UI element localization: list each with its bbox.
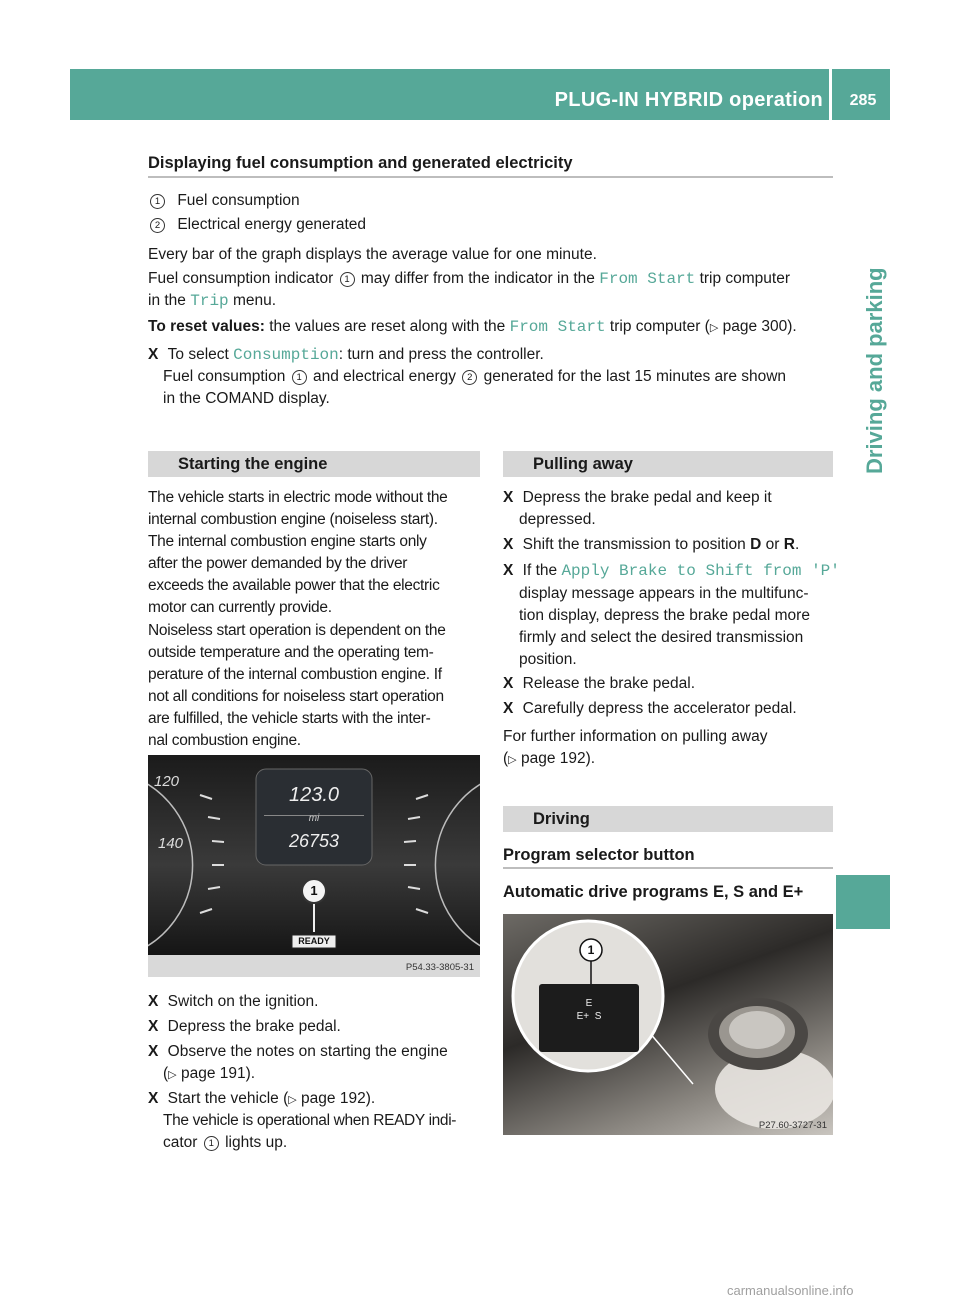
step-detail: tion display, depress the brake pedal more — [519, 607, 810, 624]
step-detail: display message appears in the multifunc- — [519, 585, 809, 602]
page-ref-icon: ▷ — [288, 1094, 297, 1106]
step-detail: The vehicle is operational when READY indi- — [163, 1112, 457, 1129]
display-value-bottom: 26753 — [288, 831, 340, 851]
program-selector-image — [503, 914, 833, 1135]
image-code: P54.33-3805-31 — [405, 962, 474, 973]
paragraph: To reset values: the values are reset along with the From Start trip computer (▷ page 300). — [148, 318, 797, 336]
legend-item-2: 2 Electrical energy generated — [148, 214, 366, 235]
page-ref-icon: ▷ — [508, 754, 517, 766]
step: X Start the vehicle (▷ page 192). — [148, 1090, 376, 1107]
speed-label: 140 — [158, 835, 184, 852]
callout-1-icon: 1 — [340, 272, 355, 287]
step: X Depress the brake pedal and keep it — [503, 489, 772, 506]
ready-indicator: READY — [298, 936, 330, 946]
section-bar-driving: Driving — [503, 806, 833, 832]
step: X To select Consumption: turn and press the controller. — [148, 346, 544, 364]
step: X Switch on the ignition. — [148, 993, 319, 1010]
display-term: Trip — [190, 292, 229, 310]
paragraph: (▷ page 192). — [503, 750, 596, 767]
image-code: P27.60-3727-31 — [758, 1120, 827, 1131]
step-marker-icon: X — [503, 489, 514, 506]
text-line: after the power demanded by the driver — [148, 555, 408, 572]
paragraph: Fuel consumption indicator 1 may differ from the indicator in the From Start trip computer — [148, 270, 791, 288]
step-marker-icon: X — [148, 1090, 159, 1107]
text-line: The vehicle starts in electric mode without the — [148, 489, 448, 506]
step-detail: firmly and select the desired transmission — [519, 629, 804, 646]
callout-1-icon: 1 — [310, 883, 318, 898]
display-term: From Start — [509, 318, 606, 336]
text-line: Noiseless start operation is dependent on the — [148, 622, 446, 639]
step-marker-icon: X — [503, 536, 514, 553]
legend-item-1: 1 Fuel consumption — [148, 190, 300, 211]
page-ref-icon: ▷ — [168, 1069, 177, 1081]
paragraph: in the Trip menu. — [148, 292, 277, 310]
callout-2-icon: 2 — [462, 370, 477, 385]
step: X Shift the transmission to position D or R. — [503, 536, 800, 553]
step-marker-icon: X — [148, 346, 159, 363]
step-marker-icon: X — [148, 1043, 159, 1060]
step-marker-icon: X — [148, 993, 159, 1010]
speed-label: 120 — [154, 773, 180, 790]
step: X If the Apply Brake to Shift from 'P' — [503, 562, 840, 580]
step-detail: Fuel consumption 1 and electrical energy 2 generated for the last 15 minutes are shown — [163, 368, 787, 385]
step: X Carefully depress the accelerator pedal. — [503, 700, 797, 717]
button-label-top: E — [585, 998, 593, 1009]
callout-1-icon: 1 — [292, 370, 307, 385]
header-divider — [829, 69, 832, 120]
side-tab-marker — [836, 875, 890, 929]
subheading-rule — [503, 867, 833, 869]
section-heading: Displaying fuel consumption and generated electricity — [148, 154, 573, 172]
display-unit: mi — [308, 813, 320, 824]
step-marker-icon: X — [148, 1018, 159, 1035]
step-detail: in the COMAND display. — [163, 390, 330, 407]
text-line: exceeds the available power that the electric — [148, 577, 440, 594]
step-detail: position. — [519, 651, 577, 668]
text-line: The internal combustion engine starts only — [148, 533, 427, 550]
step: X Release the brake pedal. — [503, 675, 695, 692]
section-bar-pulling-away: Pulling away — [503, 451, 833, 477]
step-marker-icon: X — [503, 700, 514, 717]
text-line: are fulfilled, the vehicle starts with the inter- — [148, 710, 431, 727]
page-number: 285 — [849, 92, 877, 109]
display-value-top: 123.0 — [288, 784, 340, 806]
chapter-title: PLUG-IN HYBRID operation — [554, 89, 823, 111]
page-ref-icon: ▷ — [709, 322, 719, 334]
step-marker-icon: X — [503, 562, 514, 579]
step: X Observe the notes on starting the engine — [148, 1043, 448, 1060]
display-term: From Start — [599, 270, 696, 288]
paragraph: For further information on pulling away — [503, 728, 768, 745]
program-selector-graphic — [503, 914, 833, 1135]
text-line: outside temperature and the operating tem- — [148, 644, 434, 661]
section-bar-starting-engine: Starting the engine — [148, 451, 480, 477]
paragraph: Every bar of the graph displays the average value for one minute. — [148, 246, 597, 263]
subheading: Automatic drive programs E, S and E+ — [503, 883, 804, 901]
heading-rule — [148, 176, 833, 178]
callout-1-icon: 1 — [150, 194, 165, 209]
step: X Depress the brake pedal. — [148, 1018, 341, 1035]
side-tab-label: Driving and parking — [862, 267, 887, 474]
text-line: motor can currently provide. — [148, 599, 332, 616]
display-term: Consumption — [233, 346, 339, 364]
callout-1-icon: 1 — [587, 943, 595, 957]
text-line: not all conditions for noiseless start operation — [148, 688, 444, 705]
text-line: internal combustion engine (noiseless start). — [148, 511, 438, 528]
text-line: perature of the internal combustion engine. If — [148, 666, 442, 683]
step-detail: (▷ page 191). — [163, 1065, 256, 1082]
callout-2-icon: 2 — [150, 218, 165, 233]
step-detail: cator 1 lights up. — [163, 1134, 288, 1151]
step-marker-icon: X — [503, 675, 514, 692]
instrument-cluster-image — [148, 755, 480, 977]
step-detail: depressed. — [519, 511, 596, 528]
watermark: carmanualsonline.info — [727, 1283, 854, 1298]
button-label-mid: E+ S — [576, 1011, 602, 1022]
callout-1-icon: 1 — [204, 1136, 219, 1151]
subheading: Program selector button — [503, 846, 695, 864]
display-message: Apply Brake to Shift from 'P' — [561, 562, 840, 580]
text-line: nal combustion engine. — [148, 732, 301, 749]
